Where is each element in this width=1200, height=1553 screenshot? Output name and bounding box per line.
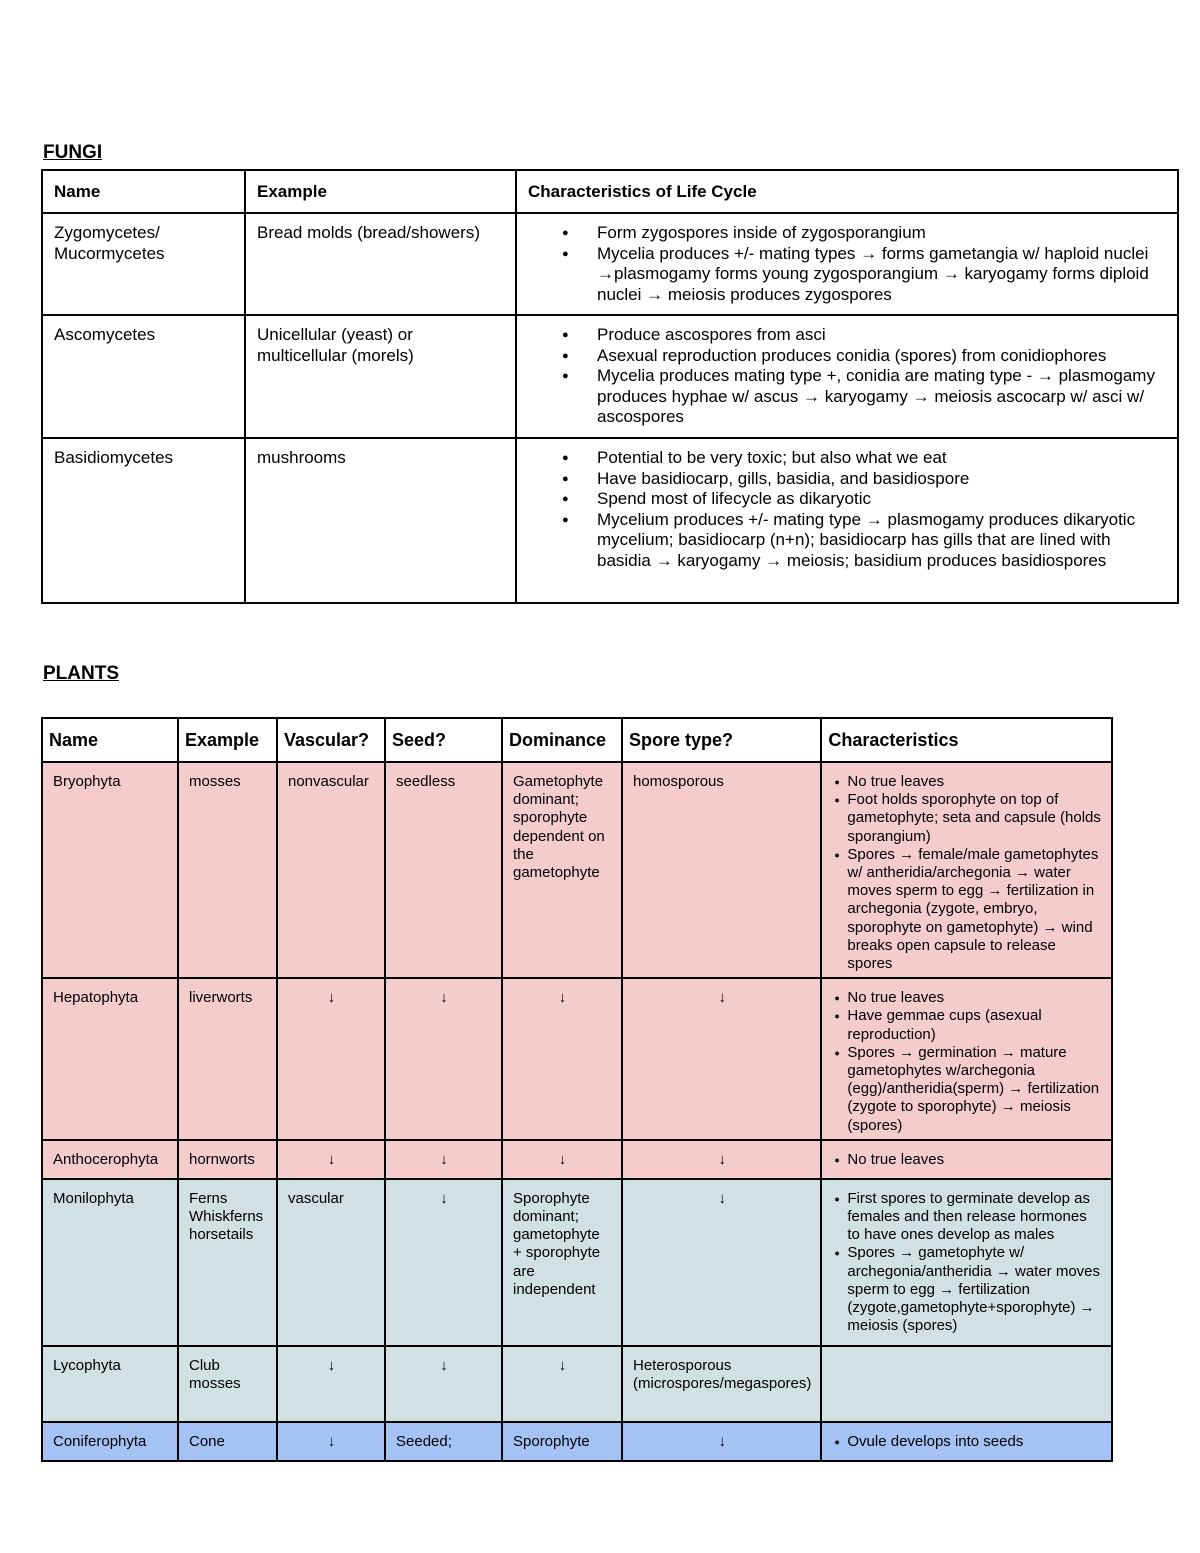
- example-cell: mosses: [178, 762, 277, 978]
- name-cell: Monilophyta: [42, 1179, 178, 1346]
- name-cell: Bryophyta: [42, 762, 178, 978]
- example-cell: Unicellular (yeast) or multicellular (morels): [245, 315, 516, 438]
- column-header-vascular: Vascular?: [277, 718, 385, 762]
- list-item: ● Spores → gametophyte w/ archegonia/antheridia → water moves sperm to egg → fertilization (zygote,gametophyte+sporophyte) → meiosis (spores): [847, 1244, 1102, 1335]
- list-item: ● Spend most of lifecycle as dikaryotic: [597, 489, 1166, 510]
- column-header-dominance: Dominance: [502, 718, 622, 762]
- spore-type-cell: ↓: [622, 1179, 821, 1346]
- vascular-cell: ↓: [277, 1140, 385, 1179]
- name-cell: Coniferophyta: [42, 1422, 178, 1461]
- example-cell: Bread molds (bread/showers): [245, 213, 516, 315]
- list-item: ● Mycelia produces mating type +, conidia are mating type - → plasmogamy produces hyphae w/ ascus → karyogamy → meiosis ascocarp w/ asci w/ ascospores: [597, 366, 1166, 428]
- list-item: ● Foot holds sporophyte on top of gametophyte; seta and capsule (holds sporangium): [847, 791, 1102, 846]
- example-cell: liverworts: [178, 978, 277, 1140]
- characteristics-cell: [821, 1346, 1112, 1422]
- list-item: ● No true leaves: [847, 1151, 1102, 1169]
- list-item: ● Form zygospores inside of zygosporangium: [597, 223, 1166, 244]
- column-header-seed: Seed?: [385, 718, 502, 762]
- plants-table: [41, 717, 1113, 1462]
- list-item: ● Have gemmae cups (asexual reproduction): [847, 1007, 1102, 1043]
- fungi-heading: FUNGI: [43, 142, 103, 163]
- list-item: ● Ovule develops into seeds: [847, 1433, 1102, 1451]
- table-row: [42, 1346, 1112, 1422]
- characteristics-cell: [821, 1140, 1112, 1179]
- column-header-characteristics: Characteristics: [821, 718, 1112, 762]
- vascular-cell: ↓: [277, 978, 385, 1140]
- characteristics-cell: [516, 213, 1178, 315]
- dominance-cell: Gametophyte dominant; sporophyte dependent on the gametophyte: [502, 762, 622, 978]
- list-item: ● Produce ascospores from asci: [597, 325, 1166, 346]
- list-item: ● No true leaves: [847, 989, 1102, 1007]
- plants-heading: PLANTS: [43, 663, 119, 684]
- table-header-row: [42, 718, 1112, 762]
- table-row: [42, 978, 1112, 1140]
- seed-cell: ↓: [385, 1346, 502, 1422]
- dominance-cell: Sporophyte dominant; gametophyte + sporophyte are independent: [502, 1179, 622, 1346]
- column-header-example: Example: [245, 170, 516, 213]
- table-row: [42, 1179, 1112, 1346]
- list-item: ● Asexual reproduction produces conidia (spores) from conidiophores: [597, 346, 1166, 367]
- vascular-cell: nonvascular: [277, 762, 385, 978]
- table-row: [42, 1422, 1112, 1461]
- table-header-row: [42, 170, 1178, 213]
- vascular-cell: ↓: [277, 1422, 385, 1461]
- characteristics-cell: [516, 438, 1178, 603]
- table-row: [42, 762, 1112, 978]
- characteristics-cell: [516, 315, 1178, 438]
- vascular-cell: ↓: [277, 1346, 385, 1422]
- name-cell: Lycophyta: [42, 1346, 178, 1422]
- list-item: ● Spores → female/male gametophytes w/ antheridia/archegonia → water moves sperm to egg → fertilization in archegonia (zygote, embryo, sporophyte on gametophyte) → wind breaks open capsule to release spores: [847, 846, 1102, 973]
- column-header-example: Example: [178, 718, 277, 762]
- spore-type-cell: ↓: [622, 1140, 821, 1179]
- example-cell: hornworts: [178, 1140, 277, 1179]
- name-cell: Ascomycetes: [42, 315, 245, 438]
- example-cell: mushrooms: [245, 438, 516, 603]
- seed-cell: seedless: [385, 762, 502, 978]
- table-row: [42, 315, 1178, 438]
- example-cell: Ferns Whiskferns horsetails: [178, 1179, 277, 1346]
- dominance-cell: ↓: [502, 978, 622, 1140]
- fungi-table: [41, 169, 1179, 604]
- dominance-cell: Sporophyte: [502, 1422, 622, 1461]
- list-item: ● Potential to be very toxic; but also what we eat: [597, 448, 1166, 469]
- characteristics-cell: [821, 1179, 1112, 1346]
- column-header-name: Name: [42, 718, 178, 762]
- dominance-cell: ↓: [502, 1140, 622, 1179]
- example-cell: Club mosses: [178, 1346, 277, 1422]
- dominance-cell: ↓: [502, 1346, 622, 1422]
- list-item: ● Have basidiocarp, gills, basidia, and basidiospore: [597, 469, 1166, 490]
- name-cell: Anthocerophyta: [42, 1140, 178, 1179]
- name-cell: Hepatophyta: [42, 978, 178, 1140]
- seed-cell: ↓: [385, 1140, 502, 1179]
- characteristics-cell: [821, 1422, 1112, 1461]
- spore-type-cell: ↓: [622, 978, 821, 1140]
- characteristics-cell: [821, 978, 1112, 1140]
- column-header-characteristics: Characteristics of Life Cycle: [516, 170, 1178, 213]
- column-header-spore-type: Spore type?: [622, 718, 821, 762]
- spore-type-cell: ↓: [622, 1422, 821, 1461]
- table-row: [42, 213, 1178, 315]
- name-cell: Zygomycetes/ Mucormycetes: [42, 213, 245, 315]
- table-row: [42, 1140, 1112, 1179]
- seed-cell: ↓: [385, 1179, 502, 1346]
- list-item: ● Mycelium produces +/- mating type → plasmogamy produces dikaryotic mycelium; basidiocarp (n+n); basidiocarp has gills that are lined with basidia → karyogamy → meiosis; basidium produces basidiospores: [597, 510, 1166, 572]
- example-cell: Cone: [178, 1422, 277, 1461]
- column-header-name: Name: [42, 170, 245, 213]
- list-item: ● Mycelia produces +/- mating types → forms gametangia w/ haploid nuclei →plasmogamy forms young zygosporangium → karyogamy forms diploid nuclei → meiosis produces zygospores: [597, 244, 1166, 306]
- seed-cell: Seeded;: [385, 1422, 502, 1461]
- spore-type-cell: homosporous: [622, 762, 821, 978]
- list-item: ● Spores → germination → mature gametophytes w/archegonia (egg)/antheridia(sperm) → fertilization (zygote to sporophyte) → meiosis (spores): [847, 1044, 1102, 1135]
- seed-cell: ↓: [385, 978, 502, 1140]
- vascular-cell: vascular: [277, 1179, 385, 1346]
- list-item: ● First spores to germinate develop as females and then release hormones to have ones develop as males: [847, 1190, 1102, 1245]
- list-item: ● No true leaves: [847, 773, 1102, 791]
- table-row: [42, 438, 1178, 603]
- characteristics-cell: [821, 762, 1112, 978]
- name-cell: Basidiomycetes: [42, 438, 245, 603]
- spore-type-cell: Heterosporous (microspores/megaspores): [622, 1346, 821, 1422]
